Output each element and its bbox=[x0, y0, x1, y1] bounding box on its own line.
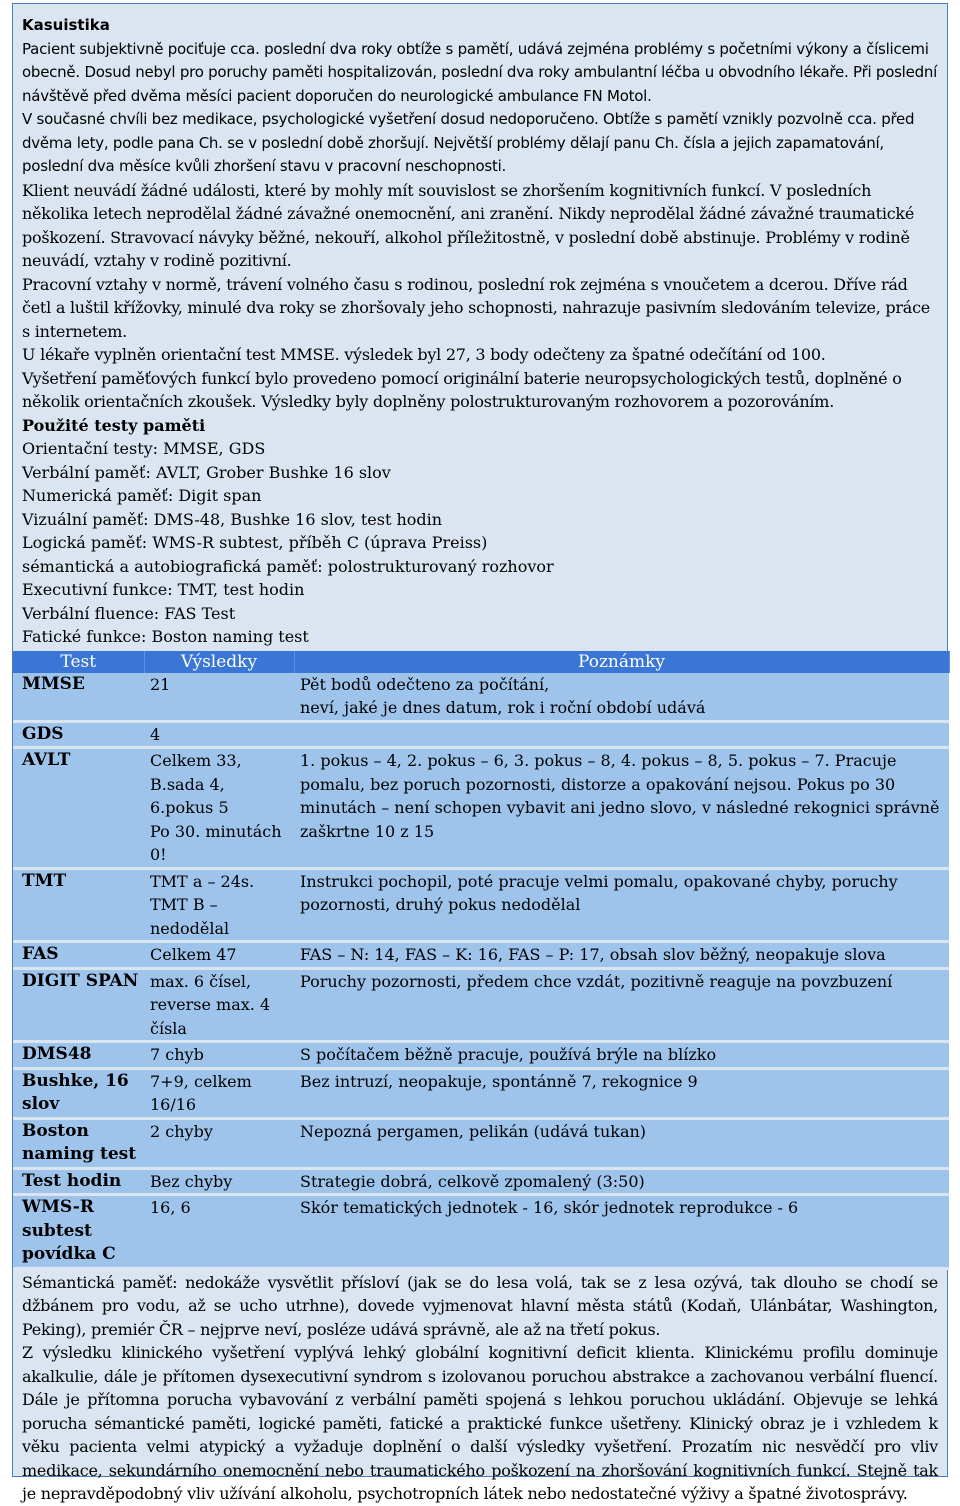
semantic-memory-paragraph: Sémantická paměť: nedokáže vysvětlit přísloví (jak se do lesa volá, tak se z lesa ozývá, tak dlouho se chodí se džbánem pro vodu, až se ucho utrhne), dovede vyjmenovat hlavní města států (Kodaň, Ulánbátar, Washington, Peking), premiér ČR – nejprve neví, posléze udává správně, ale až na třetí pokus. bbox=[22, 1272, 938, 1339]
header-results: Výsledky bbox=[144, 651, 294, 673]
table-row bbox=[13, 1118, 949, 1168]
document-page bbox=[12, 3, 948, 1503]
cell-result: Celkem 47 bbox=[144, 942, 294, 969]
table-row bbox=[13, 1195, 949, 1269]
cell-test: FAS bbox=[13, 942, 144, 969]
results-table bbox=[13, 651, 950, 1270]
table-row bbox=[13, 748, 949, 869]
cell-note: FAS – N: 14, FAS – K: 16, FAS – P: 17, obsah slov běžný, neopakuje slova bbox=[294, 942, 949, 969]
cell-result: TMT a – 24s. TMT B – nedodělal bbox=[144, 868, 294, 942]
cell-result: 4 bbox=[144, 721, 294, 748]
cell-test: Boston naming test bbox=[13, 1118, 144, 1168]
cell-test: DMS48 bbox=[13, 1042, 144, 1069]
table-row bbox=[13, 1068, 949, 1118]
tests-list-item: Verbální paměť: AVLT, Grober Bushke 16 slov bbox=[22, 462, 391, 482]
table-row bbox=[13, 721, 949, 748]
cell-note: Nepozná pergamen, pelikán (udává tukan) bbox=[294, 1118, 949, 1168]
section-heading: Kasuistika bbox=[22, 16, 110, 34]
table-row bbox=[13, 1168, 949, 1195]
cell-result: 16, 6 bbox=[144, 1195, 294, 1269]
tests-list-item: Verbální fluence: FAS Test bbox=[22, 603, 236, 623]
tests-list-item: Logická paměť: WMS-R subtest, příběh C (úprava Preiss) bbox=[22, 533, 488, 552]
cell-note: Poruchy pozornosti, předem chce vzdát, pozitivně reaguje na povzbuzení bbox=[294, 968, 949, 1042]
header-test: Test bbox=[13, 651, 144, 673]
tests-list-item: Fatické funkce: Boston naming test bbox=[22, 627, 309, 646]
cell-test: TMT bbox=[13, 868, 144, 942]
cell-result: 7+9, celkem 16/16 bbox=[144, 1068, 294, 1118]
intro-paragraph-4: Pracovní vztahy v normě, trávení volného času s rodinou, poslední rok zejména s vnoučetem a dcerou. Dříve rád četl a luštil křížovky, minulé dva roky se zhoršovaly jeho schopnosti, nahrazuje pasivním sledováním televize, práce s internetem. bbox=[22, 274, 931, 341]
table-row bbox=[13, 968, 949, 1042]
tests-list-item: Numerická paměť: Digit span bbox=[22, 486, 262, 505]
intro-paragraph-5: U lékaře vyplněn orientační test MMSE. výsledek byl 27, 3 body odečteny za špatné odečítání od 100. bbox=[22, 345, 826, 364]
tests-heading: Použité testy paměti bbox=[22, 415, 206, 435]
cell-note: Strategie dobrá, celkově zpomalený (3:50) bbox=[294, 1168, 949, 1195]
cell-test: AVLT bbox=[13, 748, 144, 869]
header-notes: Poznámky bbox=[294, 651, 949, 673]
cell-test: Bushke, 16 slov bbox=[13, 1068, 144, 1118]
intro-paragraph-1: Pacient subjektivně pociťuje cca. poslední dva roky obtíže s pamětí, udává zejména problémy s početními výkony a číslicemi obecně. Dosud nebyl pro poruchy paměti hospitalizován, poslední dva roky ambulantní léčba u obvodního lékaře. Při poslední návštěvě před dvěma měsíci pacient doporučen do neurologické ambulance FN Motol. bbox=[22, 39, 938, 105]
cell-result: max. 6 čísel, reverse max. 4 čísla bbox=[144, 968, 294, 1042]
table-header-row bbox=[13, 651, 949, 673]
cell-result: 7 chyb bbox=[144, 1042, 294, 1069]
cell-test: DIGIT SPAN bbox=[13, 968, 144, 1042]
intro-paragraph-3: Klient neuvádí žádné události, které by mohly mít souvislost se zhoršením kognitivních funkcí. V posledních několika letech neprodělal žádné závažné onemocnění, ani zranění. Nikdy neprodělal žádné závažné traumatické poškození. Stravovací návyky běžné, nekouří, alkohol příležitostně, v poslední době abstinuje. Problémy v rodině neuvádí, vztahy v rodině pozitivní. bbox=[22, 180, 915, 270]
table-row bbox=[13, 1042, 949, 1069]
tests-list-item: Executivní funkce: TMT, test hodin bbox=[22, 580, 305, 599]
cell-note: S počítačem běžně pracuje, používá brýle na blízko bbox=[294, 1042, 949, 1069]
tests-list-item: Vizuální paměť: DMS-48, Bushke 16 slov, test hodin bbox=[22, 509, 443, 529]
tests-list-item: sémantická a autobiografická paměť: polostrukturovaný rozhovor bbox=[22, 556, 554, 576]
cell-test: Test hodin bbox=[13, 1168, 144, 1195]
cell-result: Celkem 33, B.sada 4, 6.pokus 5 Po 30. minutách 0! bbox=[144, 748, 294, 869]
tests-list bbox=[22, 437, 938, 649]
cell-note: Skór tematických jednotek - 16, skór jednotek reprodukce - 6 bbox=[294, 1195, 949, 1269]
intro-paragraph-2: V současné chvíli bez medikace, psychologické vyšetření dosud nedoporučeno. Obtíže s pamětí vznikly pozvolně cca. před dvěma lety, podle pana Ch. se v poslední době zhoršují. Největší problémy dělají panu Ch. čísla a jejich zapamatování, poslední dva měsíce kvůli zhoršení stavu v pracovní neschopnosti. bbox=[22, 110, 915, 175]
cell-test: MMSE bbox=[13, 673, 144, 722]
cell-note: Pět bodů odečteno za počítání, neví, jaké je dnes datum, rok i roční období udává bbox=[294, 673, 949, 722]
table-row bbox=[13, 673, 949, 722]
cell-result: Bez chyby bbox=[144, 1168, 294, 1195]
cell-note: Bez intruzí, neopakuje, spontánně 7, rekognice 9 bbox=[294, 1068, 949, 1118]
cell-note bbox=[294, 721, 949, 748]
cell-test: GDS bbox=[13, 721, 144, 748]
cell-note: 1. pokus – 4, 2. pokus – 6, 3. pokus – 8, 4. pokus – 8, 5. pokus – 7. Pracuje pomalu, bez poruch pozornosti, distorze a opakování nejsou. Pokus po 30 minutách – není schopen vybavit ani jedno slovo, v následné rekognici správně zaškrtne 10 z 15 bbox=[294, 748, 949, 869]
conclusion-paragraph: Z výsledku klinického vyšetření vyplývá lehký globální kognitivní deficit klienta. Klinickému profilu dominuje akalkulie, dále je přítomen dysexecutivní syndrom s izolovanou poruchou abstrakce a zachovanou verbální fluencí. Dále je přítomna porucha vybavování z verbální paměti spojená s lehkou poruchou ukládání. Objevuje se lehká porucha sémantické paměti, logické paměti, fatické a praktické funkce ušetřeny. Klinický obraz je i vzhledem k věku pacienta velmi atypický a vyžaduje doplnění o další výsledky vyšetření. Prozatím nic nesvědčí pro vliv medikace, sekundárního onemocnění nebo traumatického poškození na zhoršování kognitivních funkcí. Stejně tak je nepravděpodobný vliv užívání alkoholu, psychotropních látek nebo nedostatečné výživy a špatné životosprávy. bbox=[22, 1343, 938, 1503]
cell-note: Instrukci pochopil, poté pracuje velmi pomalu, opakované chyby, poruchy pozornosti, druhý pokus nedodělal bbox=[294, 868, 949, 942]
cell-result: 21 bbox=[144, 673, 294, 722]
cell-result: 2 chyby bbox=[144, 1118, 294, 1168]
table-row bbox=[13, 942, 949, 969]
cell-test: WMS-R subtest povídka C bbox=[13, 1195, 144, 1269]
table-row bbox=[13, 868, 949, 942]
intro-paragraph-6: Vyšetření paměťových funkcí bylo provedeno pomocí originální baterie neuropsychologických testů, doplněné o několik orientačních zkoušek. Výsledky byly doplněny polostrukturovaným rozhovorem a pozorováním. bbox=[22, 368, 902, 411]
tests-list-item: Orientační testy: MMSE, GDS bbox=[22, 439, 266, 458]
